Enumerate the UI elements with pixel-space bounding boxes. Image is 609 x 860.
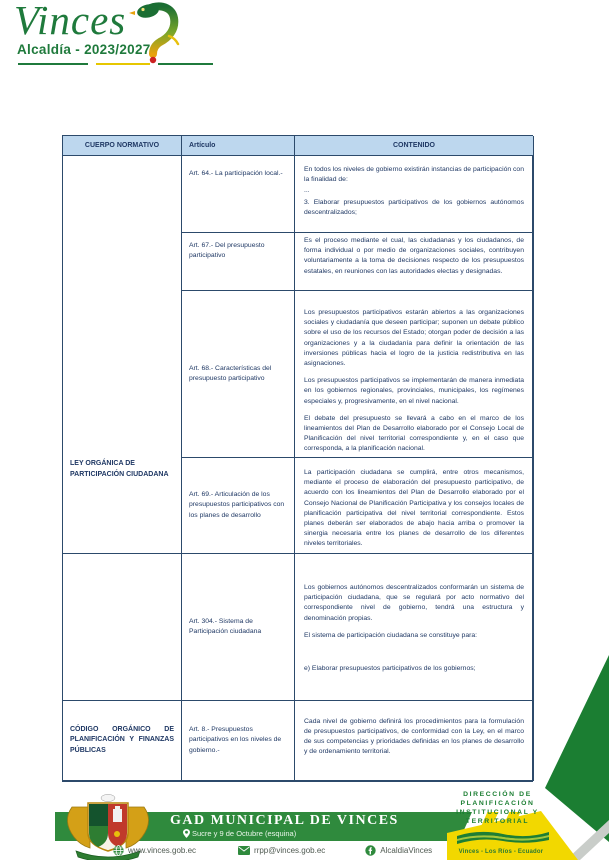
paragraph: En todos los niveles de gobierno existirán instancias de participación con la finalidad de: <box>304 166 524 184</box>
email-label: rrpp@vinces.gob.ec <box>254 846 326 855</box>
paragraph: 3. Elaborar presupuestos participativos de los gobiernos autónomos descentralizados; <box>304 198 524 216</box>
facebook-entry <box>365 845 432 856</box>
globe-icon <box>113 845 124 856</box>
facebook-label: AlcaldiaVinces <box>380 846 433 855</box>
articulo-67-content <box>295 233 534 291</box>
paragraph: La participación ciudadana se cumplirá, entre otros mecanismos, mediante el proceso de elaboración del presupuesto participativo, de acuerdo con los lineamientos del Plan de Desarrollo elaborado por el Consejo Nacional de Planificación Participativa y los consejos locales de planificación participativa del nivel territorial correspondiente. Estos planes deberán ser elaborados de abajo hacia arriba o promover la sinergia necesaria entre los planes de desarrollo de los diferentes niveles territoriales. <box>304 469 524 548</box>
direction-line: TERRITORIAL <box>465 817 530 825</box>
facebook-icon <box>365 845 376 856</box>
cuerpo-empty-cell <box>63 554 182 701</box>
paragraph: Cada nivel de gobierno definirá los procedimientos para la formulación de presupuestos participativos, de conformidad con la Ley, en el marco de sus competencias y prioridades definidas en los planes de desarrollo y de ordenamiento territorial. <box>304 717 524 756</box>
footer-contact-row <box>113 845 432 856</box>
footer-org-name: GAD MUNICIPAL DE VINCES <box>170 813 399 828</box>
paragraph: Los gobiernos autónomos descentralizados conformarán un sistema de participación ciudadana, que se regulará por acto normativo del correspondiente nivel de gobierno, tendrá una estructura y denominación propias. <box>304 584 524 622</box>
direction-title <box>449 791 546 827</box>
articulo-64-content <box>295 156 534 233</box>
column-header-articulo: Artículo <box>182 136 295 156</box>
normative-table <box>62 135 533 782</box>
paragraph: El sistema de participación ciudadana se constituye para: <box>304 631 478 639</box>
direction-line: DIRECCIÓN DE <box>463 791 532 798</box>
articulo-64-label: Art. 64.- La participación local.- <box>182 156 295 233</box>
logo-underline-green <box>18 63 88 65</box>
footer-address: Sucre y 9 de Octubre (esquina) <box>192 829 297 838</box>
envelope-icon <box>238 846 250 855</box>
paragraph: El debate del presupuesto se llevará a cabo en el marco de los lineamientos del Plan de Desarrollo elaborado por el Consejo Local de Planificación del nivel territorial correspondiente y, en el caso que corresponda, a la planificación nacional. <box>304 414 524 453</box>
paragraph: e) Elaborar presupuestos participativos de los gobiernos; <box>304 664 476 672</box>
column-header-cuerpo-normativo: CUERPO NORMATIVO <box>63 136 182 156</box>
paragraph: ... <box>304 187 310 195</box>
direction-line: INSTITUCIONAL Y <box>456 808 539 816</box>
ribbon-flag-icon <box>455 827 551 847</box>
logo-underline-yellow <box>96 63 150 65</box>
articulo-68-label: Art. 68.- Características del presupuesto participativo <box>182 291 295 458</box>
direction-line: PLANIFICACIÓN <box>460 799 535 807</box>
logo-wordmark: Vinces <box>14 0 127 43</box>
articulo-68-content <box>295 291 534 458</box>
column-header-contenido: CONTENIDO <box>295 136 534 156</box>
paragraph: Los presupuestos participativos estarán abiertos a las organizaciones sociales y ciudadanía que deseen participar; suponen un debate público sobre el uso de los recursos del Estado; otorgan poder de decisión a las organizaciones y a la ciudadanía para definir la orientación de las inversiones públicas hacia el logro de la justicia redistributiva en las asignaciones. <box>304 309 524 367</box>
articulo-8-content <box>295 701 534 781</box>
paragraph: Los presupuestos participativos se implementarán de manera inmediata en los gobiernos regionales, provinciales, municipales, los regímenes especiales y, progresivamente, en el nivel nacional. <box>304 377 524 405</box>
vinces-logo <box>14 2 234 72</box>
paragraph: Es el proceso mediante el cual, las ciudadanas y los ciudadanos, de forma individual o por medio de organizaciones sociales, contribuyen voluntariamente a la toma de decisiones respecto de los presupuestos estatales, en reuniones con las autoridades electas y designadas. <box>304 237 524 275</box>
articulo-304-label: Art. 304.- Sistema de Participación ciudadana <box>182 554 295 701</box>
website-label: www.vinces.gob.ec <box>128 846 197 855</box>
location-pin-icon <box>183 829 190 838</box>
articulo-69-content <box>295 458 534 554</box>
articulo-8-label: Art. 8.- Presupuestos participativos en los niveles de gobierno.- <box>182 701 295 781</box>
logo-underline-green2 <box>158 63 213 65</box>
website-entry <box>113 845 196 856</box>
articulo-67-label: Art. 67.- Del presupuesto participativo <box>182 233 295 291</box>
cuerpo-ley-organica-cell: LEY ORGÁNICA DE PARTICIPACIÓN CIUDADANA <box>63 156 182 554</box>
articulo-304-content <box>295 554 534 701</box>
footer-location-line: Vinces - Los Ríos - Ecuador <box>458 849 544 855</box>
cuerpo-codigo-organico-cell: CÓDIGO ORGÁNICO DE PLANIFICACIÓN Y FINANZAS PÚBLICAS <box>63 701 182 781</box>
email-entry <box>238 846 325 855</box>
articulo-69-label: Art. 69.- Articulación de los presupuestos participativos con los planes de desarrollo <box>182 458 295 554</box>
logo-subtitle: Alcaldía - 2023/2027 <box>17 42 151 57</box>
